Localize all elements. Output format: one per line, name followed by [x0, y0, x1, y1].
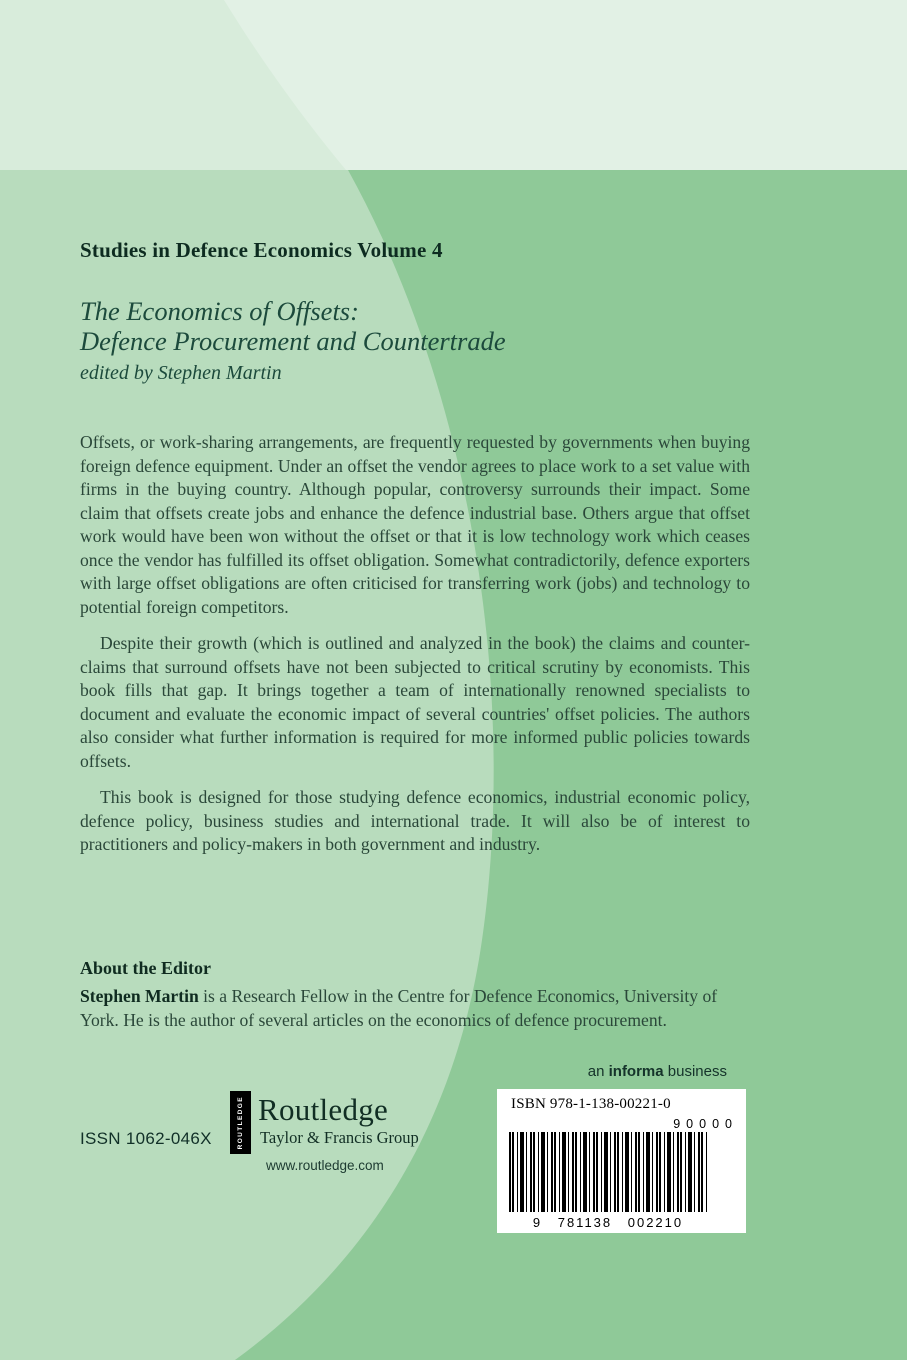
routledge-wordmark: Routledge: [258, 1092, 389, 1127]
isbn-price-code: 90000: [673, 1117, 738, 1131]
book-subtitle: Defence Procurement and Countertrade: [80, 326, 506, 356]
informa-post: business: [663, 1063, 727, 1080]
byline: edited by Stephen Martin: [80, 362, 282, 384]
synopsis-paragraph-3: This book is designed for those studying defence economics, industrial economic policy, defence policy, business studies and international trade. It will also be of interest to practitioners and policy-makers in both government and industry.: [80, 787, 750, 854]
taylor-francis-label: Taylor & Francis Group: [260, 1128, 419, 1147]
informa-brand: informa: [608, 1063, 664, 1080]
isbn-box: [497, 1089, 746, 1233]
synopsis: [80, 431, 750, 870]
isbn-label: ISBN 978-1-138-00221-0: [511, 1096, 671, 1112]
routledge-logo-icon: [230, 1091, 251, 1154]
editor-name: Stephen Martin: [80, 986, 199, 1006]
about-editor-section: [80, 958, 750, 1032]
issn-label: ISSN 1062-046X: [80, 1129, 212, 1148]
about-heading: About the Editor: [80, 958, 212, 978]
routledge-logo-text: ROUTLEDGE: [237, 1095, 244, 1150]
barcode-digits: 9 781138 002210: [532, 1215, 684, 1230]
about-text: [80, 985, 750, 1032]
synopsis-paragraph-2: Despite their growth (which is outlined and analyzed in the book) the claims and counter-claims that surround offsets have not been subjected to critical scrutiny by economists. This book fills that gap. It brings together a team of internationally renowned specialists to document and evaluate the economic impact of several countries' offset policies. The authors also consider what further information is required for more informed public policies towards offsets.: [80, 633, 750, 771]
title-block: [80, 296, 506, 385]
routledge-url: www.routledge.com: [266, 1158, 384, 1173]
book-title: The Economics of Offsets:: [80, 296, 359, 326]
informa-line: [588, 1063, 727, 1080]
about-text-body: is a Research Fellow in the Centre for Defence Economics, University of York. He is the author of several articles on the economics of defence procurement.: [80, 986, 718, 1030]
barcode: [509, 1132, 707, 1212]
series-title: Studies in Defence Economics Volume 4: [80, 238, 443, 262]
synopsis-paragraph-1: Offsets, or work-sharing arrangements, are frequently requested by governments when buying foreign defence equipment. Under an offset the vendor agrees to place work to a set value with firms in the buying country. Although popular, controversy surrounds their impact. Some claim that offsets create jobs and enhance the defence industrial base. Others argue that offset work would have been won without the offset or that it is low technology work which ceases once the vendor has fulfilled its offset obligation. Somewhat contradictorily, defence exporters with large offset obligations are often criticised for transferring work (jobs) and technology to potential foreign competitors.: [80, 432, 750, 617]
informa-pre: an: [587, 1063, 609, 1080]
